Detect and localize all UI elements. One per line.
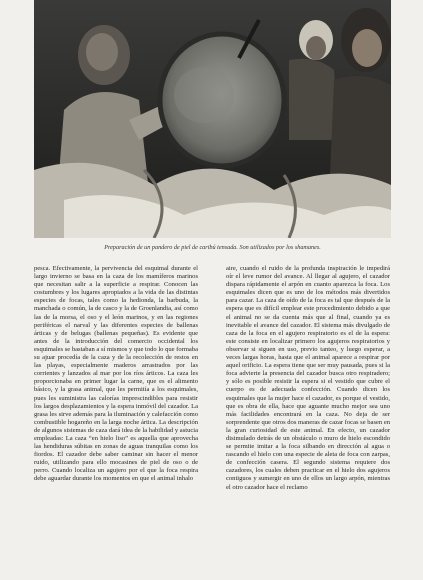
- photo-inuit-drum: [34, 0, 391, 238]
- photo-illustration: [34, 0, 391, 238]
- text-column-right: [226, 265, 390, 577]
- body-paragraph: aire, cuando el ruido de la profunda inspiración le impedirá oír el leve rumor del avance. Al llegar al agujero, el cazador dispara rápidamente el arpón en cuanto aparezca la foca. Los esquimales dicen que es uno de los métodos más divertidos para cazar. La caza de oído de la foca es tal que después de la espera que es difícil emplear este procedimiento debido a que el animal no se da cuenta más que al final, cuando ya es inevitable el avance del cazador. El sistema más divulgado de caza de la foca en el agujero respiratorio es el de la espera: este consiste en localizar primero los agujeros respiratorios y observar si siguen en uso, previo tanteo, y luego esperar, a veces largas horas, hasta que el animal aparece a respirar por aquel orificio. La espera tiene que ser muy pausada, pues si la foca advierte la presencia del cazador busca otro respiradero; y sólo es posible resistir la espera si el vestido que cubre el cuerpo es de adecuada confección. Cuando dicen los esquimales que la mujer hace el cazador, es porque el vestido, que es obra de ella, hace que aguante mucho mejor sea uno más facilidades encontrará en la caza. No deja de ser sorprendente que otros dos maneras de cazar focas se basen en la gran curiosidad de este animal. En efecto, un cazador disimulado detrás de un obstáculo o muro de hielo escondido se permite imitar a la foca silbando en dirección al agua o rascando el hielo con una especie de aleta de foca con zarpas, de confección casera. El segundo sistema requiere dos cazadores, los cuales deben practicar en el hielo dos agujeros contiguos y sumergir en uno de ellos un largo arpón, mientras el otro cazador hace el reclamo: [226, 265, 390, 491]
- photo-caption: Preparación de un pandero de piel de caribú tensada. Son utilizados por los shamanes.: [104, 244, 321, 251]
- body-paragraph: pesca. Efectivamente, la pervivencia del esquimal durante el largo invierno se basa en la caza de los mamíferos marinos que necesitan salir a la superficie a respirar. Conocen las costumbres y los lugares apropiados a la vida de las distintas especies de focas, tales como la hedionda, la barbuda, la manchada o común, la de casco y la de Groenlandia, así como las de la morsa, el oso y el león marinos, y en las regiones periféricas el narval y las diferentes especies de ballenas árticas y de belugas (ballenas pequeñas). Es evidente que antes de la introducción del comercio occidental los esquimales se bastaban a sí mismos y que todo lo que formaba su ajuar procedía de la caza y de la recolección de restos en las playas, especialmente maderos arrastrados por las corrientes y lanzados al mar por los ríos árticos. La caza les proporcionaba en primer lugar la carne, que es el alimento básico, y la grasa animal, que les permitía a los esquimales, pues les suministra las calorías imprescindibles para resistir los largos desplazamientos y la espera inmóvil del cazador. La grasa les sirve además para la iluminación y calefacción como combustible hogareño en la larga noche ártica. La descripción de algunos sistemas de caza dará idea de la habilidad y astucia empleadas: La caza “en hielo liso” es aquella que aprovecha las hendiduras súbitas en zonas de aguas tranquilas como los fiordos. El cazador debe saber caminar sin hacer el menor ruido, utilizando para ello mocasines de piel de oso o de perro. Cuando localiza un agujero por el que la foca respira debe aguardar durante los momentos en que el animal inhalo: [34, 265, 198, 483]
- text-column-left: [34, 265, 198, 577]
